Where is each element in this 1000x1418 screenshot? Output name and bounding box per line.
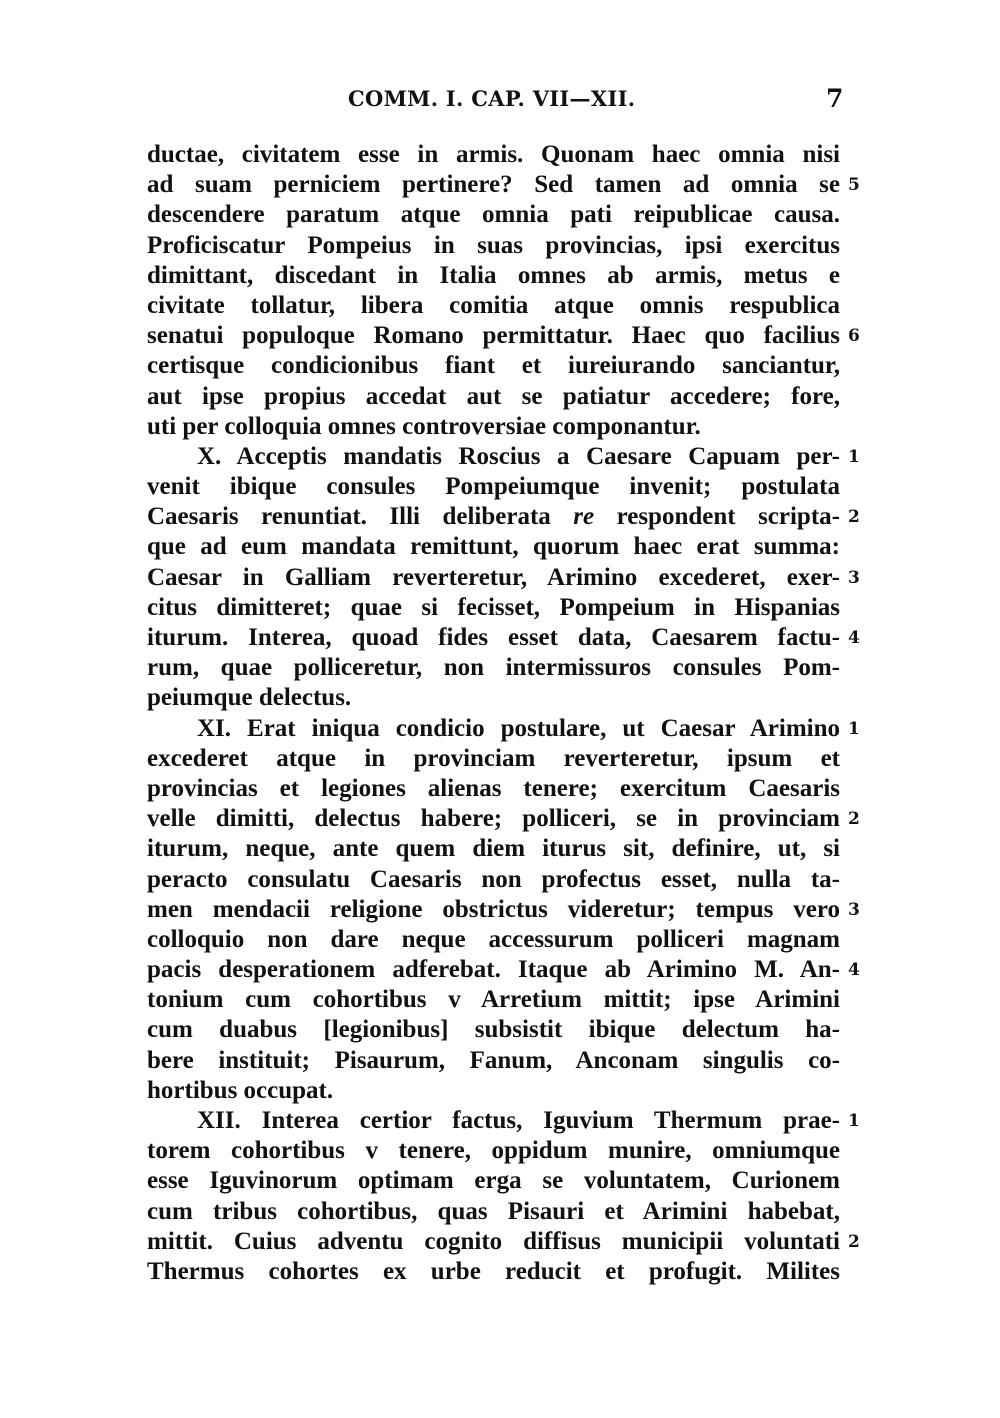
text-line: [147, 382, 840, 412]
text-line: [147, 1046, 840, 1076]
italic-word: re: [573, 503, 595, 531]
text-line: [147, 955, 860, 985]
text-line: [147, 532, 840, 562]
line-text: excederet atque in provinciam reverteretur, ipsum et: [147, 744, 840, 772]
line-text: venit ibique consules Pompeiumque invenit; postulata: [147, 473, 840, 501]
line-text: descendere paratum atque omnia pati reipublicae causa.: [147, 201, 840, 229]
text-line: [147, 683, 840, 713]
line-text: XII. Interea certior factus, Iguvium Thermum prae-: [197, 1107, 840, 1134]
text-line: [147, 774, 840, 804]
text-line: [147, 804, 860, 834]
text-line: [147, 714, 860, 744]
body-text: [147, 140, 860, 1287]
line-text: iturum. Interea, quoad fides esset data, Caesarem factu-: [147, 624, 840, 651]
text-line: [147, 351, 840, 381]
text-line: [147, 744, 840, 774]
text-line: [147, 653, 840, 683]
line-text: iturum, neque, ante quem diem iturus sit, definire, ut, si: [147, 835, 840, 863]
text-line: [147, 895, 860, 925]
text-line: [147, 593, 840, 623]
line-text: Thermus cohortes ex urbe reducit et profugit. Milites: [147, 1257, 840, 1285]
line-text: esse Iguvinorum optimam erga se voluntatem, Curionem: [147, 1167, 840, 1195]
line-text: Proficiscatur Pompeius in suas provincias, ipsi exercitus: [147, 231, 840, 259]
line-text: hortibus occupat.: [147, 1076, 334, 1104]
text-line: [147, 1166, 840, 1196]
line-text: torem cohortibus v tenere, oppidum munire, omniumque: [147, 1137, 840, 1165]
line-text: civitate tollatur, libera comitia atque omnis respublica: [147, 291, 840, 319]
section-number: 6: [848, 326, 860, 347]
text-segment: Caesaris renuntiat. Illi deliberata: [147, 503, 574, 531]
text-line: [147, 140, 840, 170]
text-line: [147, 291, 840, 321]
text-line: [147, 1136, 840, 1166]
section-number: 1: [848, 718, 860, 739]
section-number: 2: [848, 809, 860, 830]
text-line: [147, 472, 840, 502]
page-number: 7: [826, 84, 844, 113]
line-text: peracto consulatu Caesaris non profectus esset, nulla ta-: [147, 865, 840, 893]
line-text: certisque condicionibus fiant et iureiurando sanciantur,: [147, 352, 840, 380]
line-text: mittit. Cuius adventu cognito diffisus municipii voluntati: [147, 1227, 840, 1255]
text-line: [147, 502, 860, 532]
line-text: XI. Erat iniqua condicio postulare, ut Caesar Arimino: [197, 714, 840, 742]
text-line: [147, 442, 860, 472]
section-number: 3: [848, 567, 860, 588]
line-text: colloquio non dare neque accessurum polliceri magnam: [147, 925, 840, 953]
section-number: 1: [848, 446, 860, 467]
line-text: tonium cum cohortibus v Arretium mittit; ipse Arimini: [147, 986, 840, 1014]
line-text: X. Acceptis mandatis Roscius a Caesare Capuam per-: [197, 442, 840, 470]
text-line: [147, 231, 840, 261]
section-number: 2: [848, 507, 860, 528]
text-line: [147, 1197, 840, 1227]
text-line: [147, 1106, 860, 1136]
section-number: 4: [848, 628, 860, 648]
line-text: cum tribus cohortibus, quas Pisauri et Arimini habebat,: [147, 1197, 840, 1225]
section-number: 2: [848, 1231, 860, 1252]
text-segment: respondent scripta-: [594, 503, 840, 531]
section-number: 5: [848, 175, 860, 196]
text-line: [147, 865, 840, 895]
text-line: [147, 623, 860, 653]
line-text: peiumque delectus.: [147, 684, 352, 712]
text-line: [147, 985, 840, 1015]
text-line: [147, 412, 840, 442]
line-text: cum duabus [legionibus] subsistit ibique delectum ha-: [147, 1016, 840, 1044]
line-text: provincias et legiones alienas tenere; exercitum Caesaris: [147, 774, 840, 802]
running-title: COMM. I. CAP. VII—XII.: [348, 86, 636, 111]
line-text: que ad eum mandata remittunt, quorum haec erat summa:: [147, 533, 840, 561]
line-text: senatui populoque Romano permittatur. Haec quo facilius: [147, 322, 840, 350]
line-text: velle dimitti, delectus habere; polliceri, se in provinciam: [147, 805, 840, 833]
line-text: uti per colloquia omnes controversiae componantur.: [147, 412, 701, 440]
text-line: [147, 1227, 860, 1257]
text-line: [147, 200, 840, 230]
text-line: [147, 834, 840, 864]
line-text: citus dimitteret; quae si fecisset, Pompeium in Hispanias: [147, 593, 840, 621]
text-line: [147, 261, 840, 291]
line-text: ad suam perniciem pertinere? Sed tamen ad omnia se: [147, 171, 840, 199]
text-line: [147, 170, 860, 200]
line-text: men mendacii religione obstrictus videretur; tempus vero: [147, 895, 840, 923]
text-line: [147, 563, 860, 593]
text-line: [147, 321, 860, 351]
text-line: [147, 1076, 840, 1106]
line-text: rum, quae polliceretur, non intermissuros consules Pom-: [147, 654, 840, 682]
section-number: 3: [848, 899, 860, 920]
page-header: [0, 86, 1000, 120]
text-line: [147, 1257, 840, 1287]
line-text: dimittant, discedant in Italia omnes ab armis, metus e: [147, 261, 840, 289]
section-number: 4: [848, 960, 860, 981]
text-line: [147, 925, 840, 955]
line-text: aut ipse propius accedat aut se patiatur accedere; fore,: [147, 382, 840, 410]
line-text: bere instituit; Pisaurum, Fanum, Anconam singulis co-: [147, 1046, 840, 1074]
line-text: ductae, civitatem esse in armis. Quonam haec omnia nisi: [147, 141, 840, 168]
text-line: [147, 1015, 840, 1045]
section-number: 1: [848, 1111, 860, 1131]
line-text: Caesar in Galliam reverteretur, Arimino excederet, exer-: [147, 563, 840, 591]
line-text: pacis desperationem adferebat. Itaque ab Arimino M. An-: [147, 956, 840, 984]
